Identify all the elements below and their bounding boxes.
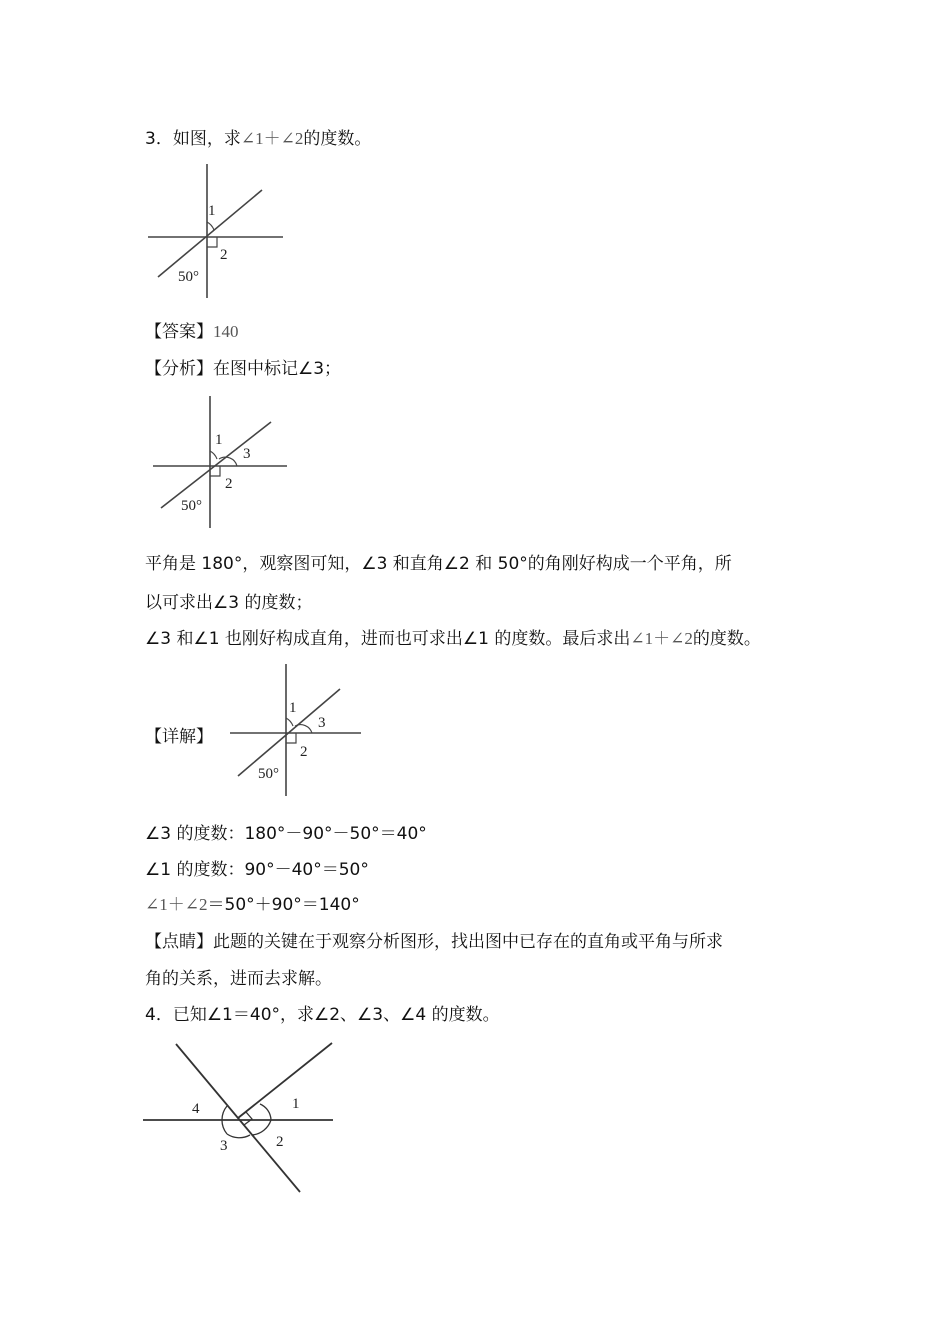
analysis-para2-prefix: ∠3 和∠1 也刚好构成直角，进而也可求出∠1 的度数。最后求出 [145, 629, 631, 649]
detail-fig-label-2: 2 [300, 744, 308, 760]
detail-step3-expr: ∠1＋∠2 [145, 895, 208, 914]
detail-fig-label-50: 50° [258, 766, 279, 782]
analysis-figure [145, 390, 305, 535]
analysis-line [145, 358, 341, 380]
detail-fig-label-1: 1 [289, 700, 297, 716]
q3-question [145, 128, 371, 150]
q4-question: 4．已知∠1＝40°，求∠2、∠3、∠4 的度数。 [145, 1005, 500, 1025]
analysis-para2-suffix: 的度数。 [692, 629, 761, 649]
q4-fig-label-1: 1 [292, 1096, 300, 1112]
detail-step3 [145, 894, 360, 916]
analysis-fig-label-50: 50° [181, 498, 202, 514]
answer-tag: 【答案】 [145, 322, 213, 342]
q4-fig-label-2: 2 [276, 1134, 284, 1150]
analysis-para1-line2: 以可求出∠3 的度数； [145, 593, 313, 613]
analysis-tag: 【分析】 [145, 359, 213, 379]
comment-text1: 此题的关键在于观察分析图形，找出图中已存在的直角或平角与所求 [213, 932, 723, 952]
answer-value: 140 [213, 322, 239, 341]
q4-figure [140, 1040, 340, 1200]
q3-fig-label-1: 1 [208, 203, 216, 219]
detail-figure [228, 662, 368, 802]
q3-prefix: 3．如图，求 [145, 129, 241, 149]
q4-fig-label-4: 4 [192, 1101, 200, 1117]
detail-step3-rest: ＝50°＋90°＝140° [207, 895, 360, 915]
comment-line1 [145, 931, 723, 953]
comment-line2: 角的关系，进而去求解。 [145, 969, 332, 989]
comment-tag: 【点睛】 [145, 932, 213, 952]
detail-fig-label-3: 3 [318, 715, 326, 731]
q4-fig-label-3: 3 [220, 1138, 228, 1154]
analysis-para2-expr: ∠1＋∠2 [630, 629, 693, 648]
analysis-fig-label-1: 1 [215, 432, 223, 448]
analysis-text: 在图中标记∠3； [213, 359, 342, 379]
detail-step2: ∠1 的度数：90°－40°＝50° [145, 860, 369, 880]
analysis-para2 [145, 628, 761, 650]
q3-fig-label-2: 2 [220, 247, 228, 263]
detail-tag: 【详解】 [145, 727, 213, 747]
answer-line [145, 321, 239, 343]
detail-step1: ∠3 的度数：180°－90°－50°＝40° [145, 824, 427, 844]
q3-figure [140, 160, 300, 305]
q3-fig-label-50: 50° [178, 269, 199, 285]
q3-angle-expr: ∠1＋∠2 [240, 129, 304, 148]
analysis-fig-label-3: 3 [243, 446, 251, 462]
analysis-fig-label-2: 2 [225, 476, 233, 492]
analysis-para1-line1: 平角是 180°，观察图可知，∠3 和直角∠2 和 50°的角刚好构成一个平角，所 [145, 554, 732, 574]
q3-suffix: 的度数。 [303, 129, 372, 149]
